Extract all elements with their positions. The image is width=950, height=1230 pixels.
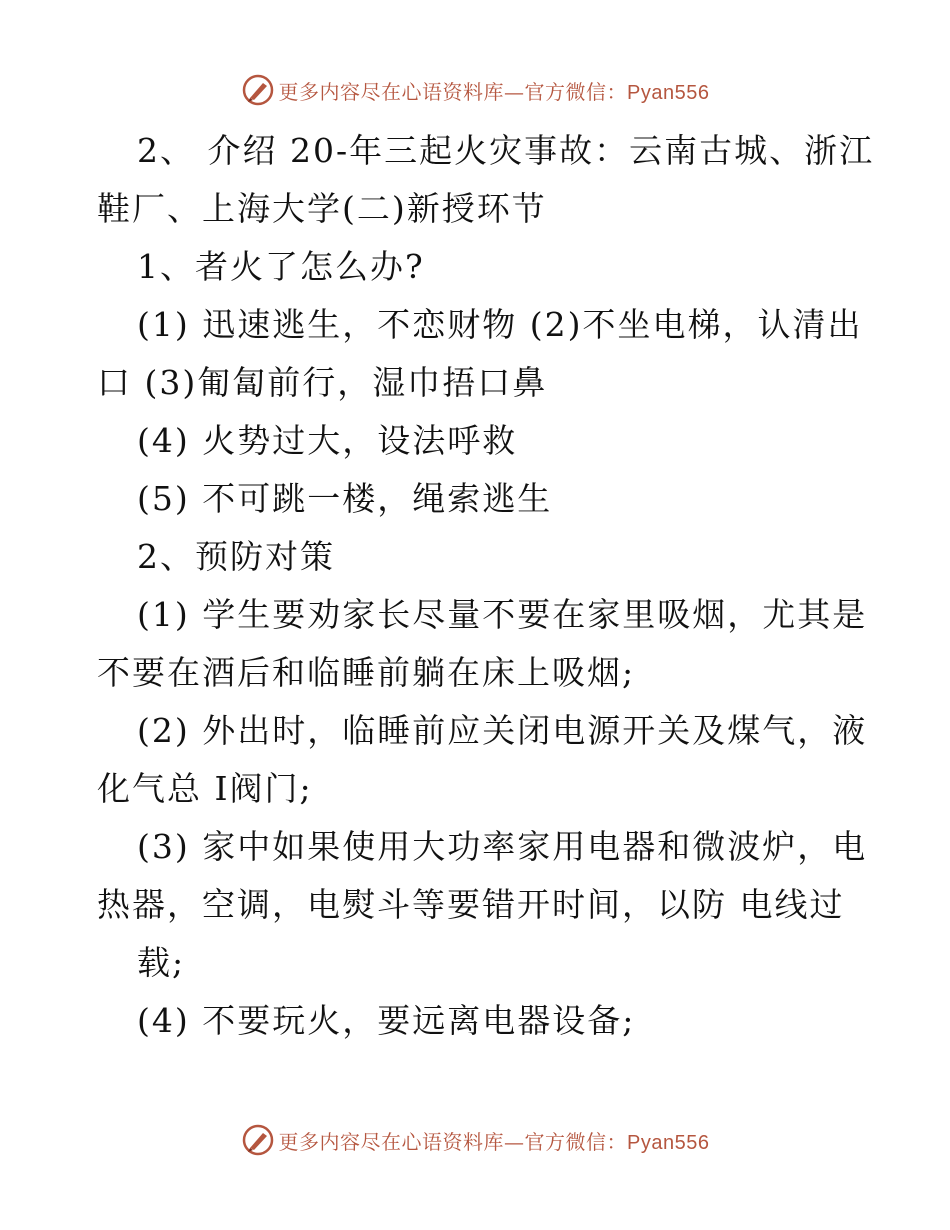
text-line: (5) 不可跳一楼，绳索逃生 — [137, 479, 553, 518]
footer-watermark-text: 更多内容尽在心语资料库—官方微信： — [278, 1129, 628, 1154]
pen-logo-icon — [241, 1123, 275, 1157]
text-line: 2、预防对策 — [137, 537, 335, 576]
text-line: 载; — [137, 943, 186, 982]
header-watermark — [0, 70, 950, 110]
text-line: 鞋厂、上海大学(二)新授环节 — [97, 189, 547, 228]
header-watermark-text: 更多内容尽在心语资料库—官方微信： — [278, 79, 628, 104]
pen-logo-icon — [241, 73, 275, 107]
text-line: (1) 学生要劝家长尽量不要在家里吸烟，尤其是 — [137, 595, 868, 634]
text-line: (4) 不要玩火，要远离电器设备; — [137, 1001, 636, 1040]
text-line: 化气总 I阀门; — [97, 769, 313, 808]
text-line: (2) 外出时，临睡前应关闭电源开关及煤气，液 — [137, 711, 868, 750]
text-line: 热器，空调，电熨斗等要错开时间，以防 电线过 — [97, 885, 845, 924]
text-line: (3) 家中如果使用大功率家用电器和微波炉，电 — [137, 827, 868, 866]
header-brand-text: Pyan556 — [627, 81, 710, 104]
text-line: 2、 介绍 20-年三起火灾事故：云南古城、浙江 — [137, 131, 875, 170]
document-body — [97, 122, 875, 1050]
text-line: 1、者火了怎么办? — [137, 247, 425, 286]
text-line: (4) 火势过大，设法呼救 — [137, 421, 518, 460]
text-line: 不要在酒后和临睡前躺在床上吸烟; — [97, 653, 636, 692]
text-line: (1) 迅速逃生，不恋财物 (2)不坐电梯，认清出 — [137, 305, 863, 344]
text-line: 口 (3)匍匐前行，湿巾捂口鼻 — [97, 363, 548, 402]
footer-watermark — [0, 1120, 950, 1160]
footer-brand-text: Pyan556 — [627, 1131, 710, 1154]
